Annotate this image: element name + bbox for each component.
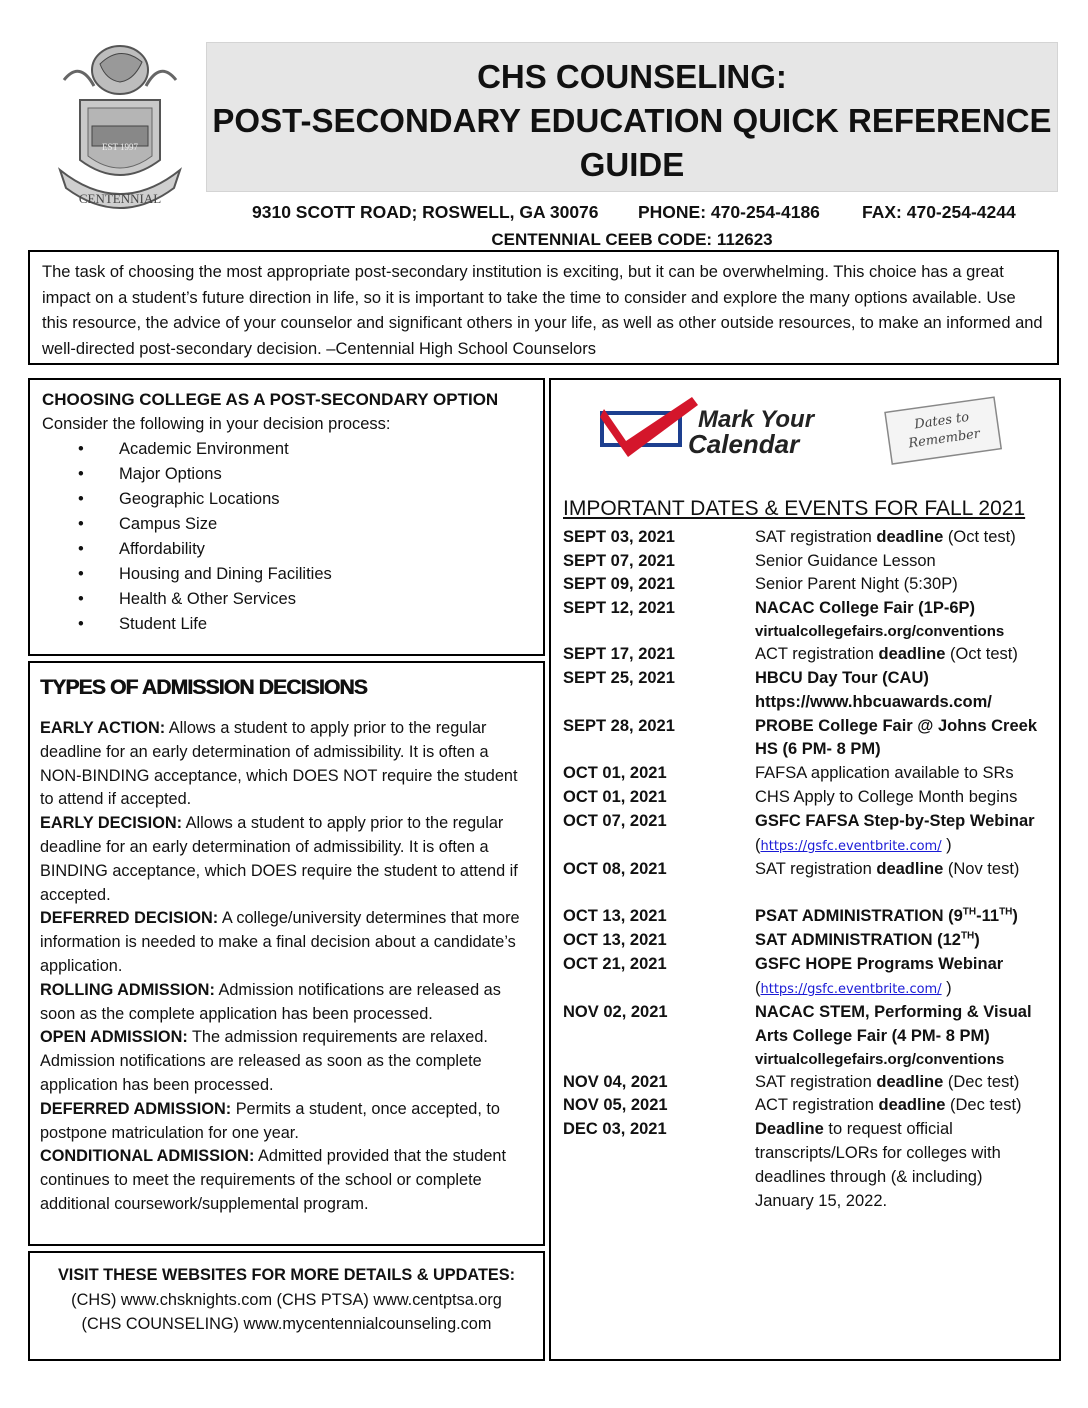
event-link: (https://gsfc.eventbrite.com/ ) [755, 836, 952, 854]
event-date: OCT 13, 2021 [563, 931, 667, 949]
definition: DEFERRED ADMISSION: Permits a student, once accepted, to postpone matriculation for one year. [40, 1099, 500, 1142]
section-heading: TYPES OF ADMISSION DECISIONS [40, 676, 367, 699]
intro-paragraph: The task of choosing the most appropriate post-secondary institution is exciting, but it can be overwhelming. This choice has a great impact on a student’s future direction in life, so it is important to take the time to consider and explore the many options available. Use this resource, the advice of your counselor and significant others in your life, as well as other outside resources, to make an informed and well-directed post-secondary decision. –Centennial High School Counselors [28, 250, 1059, 365]
admission-types-section [28, 661, 545, 1246]
event-desc: Arts College Fair (4 PM- 8 PM) [755, 1027, 990, 1045]
website-links[interactable]: (CHS COUNSELING) www.mycentennialcounseling.com [81, 1315, 492, 1333]
event-desc: ACT registration deadline (Oct test) [755, 645, 1018, 663]
events-title: IMPORTANT DATES & EVENTS FOR FALL 2021 [563, 497, 1026, 520]
event-date: OCT 08, 2021 [563, 860, 667, 878]
event-link: (https://gsfc.eventbrite.com/ ) [755, 979, 952, 997]
section-heading: CHOOSING COLLEGE AS A POST-SECONDARY OPTION [42, 390, 499, 409]
definition: ROLLING ADMISSION: Admission notifications are released as soon as the complete application has been processed. [40, 980, 501, 1023]
fax: FAX: 470-254-4244 [862, 202, 1016, 222]
event-date: SEPT 07, 2021 [563, 552, 675, 570]
event-desc: PSAT ADMINISTRATION (9TH-11TH) [755, 906, 1018, 925]
event-date: SEPT 17, 2021 [563, 645, 675, 663]
event-desc: Senior Guidance Lesson [755, 552, 936, 570]
event-desc: SAT registration deadline (Dec test) [755, 1073, 1020, 1091]
event-date: OCT 21, 2021 [563, 955, 667, 973]
page-title: CHS COUNSELING: POST-SECONDARY EDUCATION QUICK REFERENCE GUIDE [212, 58, 1052, 183]
phone: PHONE: 470-254-4186 [638, 202, 820, 222]
event-date: SEPT 03, 2021 [563, 528, 675, 546]
event-date: NOV 05, 2021 [563, 1096, 668, 1114]
bullet-icon: • [78, 440, 84, 458]
event-date: OCT 07, 2021 [563, 812, 667, 830]
event-desc: transcripts/LORs for colleges with [755, 1144, 1001, 1162]
svg-text:EST 1997: EST 1997 [101, 142, 139, 152]
definition: OPEN ADMISSION: The admission requirements are relaxed. Admission notifications are released as soon as the complete application has been processed. [40, 1028, 488, 1094]
eventbrite-link[interactable]: https://gsfc.eventbrite.com/ [760, 982, 942, 997]
section-heading: VISIT THESE WEBSITES FOR MORE DETAILS & UPDATES: [57, 1266, 516, 1284]
list-item: • Major Options [78, 462, 531, 487]
eventbrite-link[interactable]: https://gsfc.eventbrite.com/ [760, 839, 942, 854]
bullet-icon: • [78, 540, 84, 558]
section-subheading: Consider the following in your decision process: [42, 415, 391, 433]
svg-text:Mark Your: Mark Your [698, 406, 815, 433]
event-desc: ACT registration deadline (Dec test) [755, 1096, 1022, 1114]
definition: EARLY DECISION: Allows a student to apply prior to the regular deadline for an early determination of admissibility. It is often a BINDING acceptance, which DOES require the student to attend if accepted. [40, 814, 518, 904]
event-desc: HS (6 PM- 8 PM) [755, 740, 881, 758]
definition: CONDITIONAL ADMISSION: Admitted provided that the student continues to meet the requirements of the school or complete additional coursework/supplemental program. [40, 1147, 506, 1213]
event-desc: January 15, 2022. [755, 1192, 888, 1210]
website-links[interactable]: (CHS) www.chsknights.com (CHS PTSA) www.centptsa.org [71, 1290, 502, 1309]
event-desc: deadlines through (& including) [755, 1168, 983, 1186]
list-item: • Student Life [78, 612, 531, 637]
event-desc: SAT registration deadline (Nov test) [755, 860, 1020, 878]
event-url[interactable]: virtualcollegefairs.org/conventions [755, 623, 1005, 640]
list-item: • Campus Size [78, 512, 531, 537]
event-desc: Senior Parent Night (5:30P) [755, 575, 958, 593]
event-date: OCT 01, 2021 [563, 788, 667, 806]
websites-section [28, 1251, 545, 1361]
event-desc: GSFC FAFSA Step-by-Step Webinar [755, 812, 1035, 830]
list-item: • Housing and Dining Facilities [78, 562, 531, 587]
event-url[interactable]: https://www.hbcuawards.com/ [755, 693, 992, 711]
bullet-icon: • [78, 590, 84, 608]
event-date: OCT 13, 2021 [563, 907, 667, 925]
event-desc: HBCU Day Tour (CAU) [755, 669, 929, 687]
list-item: • Geographic Locations [78, 487, 531, 512]
event-date: SEPT 09, 2021 [563, 575, 675, 593]
svg-text:Dates to: Dates to [913, 409, 971, 433]
bullet-icon: • [78, 515, 84, 533]
event-desc: Deadline to request official [755, 1120, 953, 1138]
event-desc: SAT registration deadline (Oct test) [755, 528, 1016, 546]
bullet-icon: • [78, 615, 84, 633]
bullet-icon: • [78, 465, 84, 483]
event-desc: FAFSA application available to SRs [755, 764, 1014, 782]
event-date: NOV 04, 2021 [563, 1073, 668, 1091]
ceeb-code: CENTENNIAL CEEB CODE: 112623 [491, 230, 773, 249]
event-date: SEPT 12, 2021 [563, 599, 675, 617]
event-date: OCT 01, 2021 [563, 764, 667, 782]
list-item: • Academic Environment [78, 437, 531, 462]
criteria-list [42, 437, 531, 637]
event-date: SEPT 28, 2021 [563, 717, 675, 735]
bullet-icon: • [78, 565, 84, 583]
list-item: • Affordability [78, 537, 531, 562]
definition: EARLY ACTION: Allows a student to apply prior to the regular deadline for an early determination of admissibility. It is often a NON-BINDING acceptance, which DOES NOT require the student to attend if accepted. [40, 719, 518, 809]
event-date: NOV 02, 2021 [563, 1003, 668, 1021]
event-date: SEPT 25, 2021 [563, 669, 675, 687]
event-url[interactable]: virtualcollegefairs.org/conventions [755, 1051, 1005, 1068]
title-banner [206, 42, 1058, 192]
event-date: DEC 03, 2021 [563, 1120, 667, 1138]
list-item: • Health & Other Services [78, 587, 531, 612]
choosing-college-section [28, 378, 545, 656]
school-crest-logo [50, 40, 190, 216]
mark-your-calendar-banner [600, 395, 1015, 465]
bullet-icon: • [78, 490, 84, 508]
event-desc: CHS Apply to College Month begins [755, 788, 1018, 806]
definition: DEFERRED DECISION: A college/university determines that more information is needed to make a final decision about a candidate’s application. [40, 909, 520, 975]
address: 9310 SCOTT ROAD; ROSWELL, GA 30076 [252, 202, 599, 222]
event-desc: PROBE College Fair @ Johns Creek [755, 717, 1037, 735]
svg-text:Remember: Remember [907, 426, 982, 452]
event-desc: SAT ADMINISTRATION (12TH) [755, 930, 980, 949]
event-desc: NACAC College Fair (1P-6P) [755, 599, 976, 617]
svg-text:CENTENNIAL: CENTENNIAL [78, 191, 162, 206]
svg-text:Calendar: Calendar [688, 429, 800, 459]
event-desc: NACAC STEM, Performing & Visual [755, 1003, 1032, 1021]
event-desc: GSFC HOPE Programs Webinar [755, 955, 1004, 973]
